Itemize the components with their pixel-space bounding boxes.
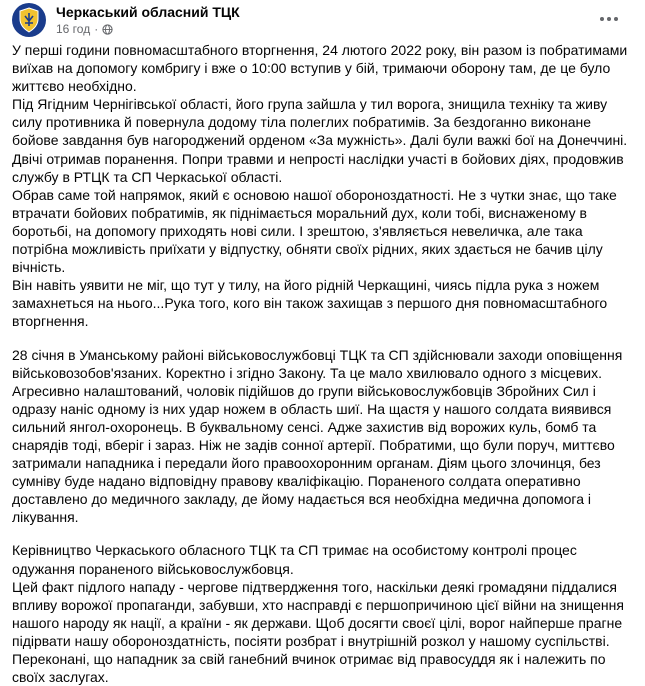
post-paragraph: Обрав саме той напрямок, який є основою нашої обороноздатності. Не з чутки знає, що таке втрачати бойових побратимів, як піднімається моральний дух, коли тобі, виснаженому в боротьбі, на допомогу приходять нові сили. І зрештою, з'являється невеличка, але така потрібна можливість приїхати у відпустку, обняти своїх рідних, яких здається не бачив цілу вічність. (12, 186, 617, 276)
separator-dot: · (94, 21, 99, 36)
paragraph-gap (12, 526, 633, 541)
post-paragraph: 28 січня в Уманському районі військовослужбовці ТЦК та СП здійснювали заходи оповіщення військовозобов'язаних. Коректно і згідно Закону. Та це мало хвилювало одного з місцевих. Агресивно налаштований, чоловік підійшов до групи військовослужбовців Збройних Сил і одразу наніс одному із них удар ножем в область шиї. На щастя у нашого солдата виявився сильний янгол-охоронець. В буквальному сенсі. Адже захистив від ворожих куль, бомб та снарядів тоді, вберіг і зараз. Ніж не задів сонної артерії. Побратими, що були поруч, миттєво затримали нападника і передали його правоохоронним органам. Діям цього злочинця, без сумніву буде надано відповідну правову кваліфікацію. Пораненого солдата оперативно доставлено до медичного закладу, де йому надається вся необхідна медична допомога і лікування. (12, 346, 623, 526)
post-paragraph: Керівництво Черкаського обласного ТЦК та СП тримає на особистому контролі процес одужання пораненого військовослужбовця. (12, 542, 577, 577)
post-header (12, 0, 633, 40)
post-paragraph: У перші години повномасштабного вторгнення, 24 лютого 2022 року, він разом із побратимами виїхав на допомогу комбригу і вже о 10:00 вступив у бій, тримаючи оборону там, де це було життєво необхідно. (12, 42, 628, 95)
globe-icon[interactable] (102, 24, 113, 35)
more-options-button[interactable] (595, 8, 623, 30)
post-paragraph: Цей факт підлого нападу - чергове підтвердження того, наскільки деякі громадяни піддалися впливу ворожої пропаганди, забувши, хто насправді є першопричиною цієї війни на знищення нашого народу як нації, а країни - як держави. Щоб досягти своєї цілі, ворог найперше прагне підірвати нашу обороноздатність, посіяти розбрат і внутрішній розкол у нашому суспільстві. (12, 578, 624, 649)
post-subline (56, 22, 240, 37)
post-paragraph: Переконані, що нападник за свій ганебний вчинок отримає від правосуддя як і належить по своїх заслугах. (12, 651, 606, 686)
more-dot-icon (614, 17, 618, 21)
more-dot-icon (607, 17, 611, 21)
post-timestamp[interactable]: 16 год (56, 21, 91, 36)
post-meta (56, 4, 240, 37)
post-paragraph: Він навіть уявити не міг, що тут у тилу, на його рідній Черкащині, чиясь підла рука з ножем замахнеться на нього...Рука того, кого він також захищав з першого дня повномасштабного вторгнення. (12, 277, 608, 330)
post-paragraph: Під Ягідним Чернігівської області, його група зайшла у тил ворога, знищила техніку та живу силу противника й повернула додому тіла полеглих побратимів. За бездоганно виконане бойове завдання був нагороджений орденом «За мужність». Далі були важкі бої на Донеччині. (12, 96, 628, 149)
paragraph-gap (12, 331, 633, 346)
post-text (12, 41, 633, 686)
emblem-shield-icon (18, 7, 40, 33)
page-name-link[interactable]: Черкаський обласний ТЦК (56, 3, 240, 20)
more-dot-icon (600, 17, 604, 21)
post-paragraph: Двічі отримав поранення. Попри травми и непрості наслідки участі в бойових діях, продовжив службу в РТЦК та СП Черкаської області. (12, 150, 624, 185)
page-avatar[interactable] (12, 3, 46, 37)
